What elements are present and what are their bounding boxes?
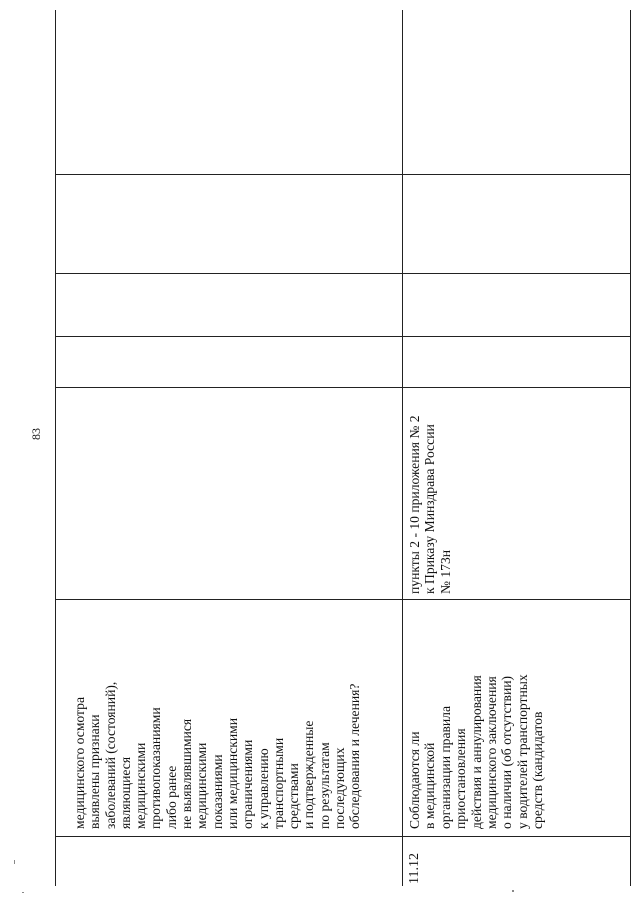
column-divider	[55, 174, 631, 175]
table-border-left	[55, 10, 56, 886]
item-number-label: 11.12	[407, 853, 422, 884]
reference-text	[407, 415, 453, 594]
text-line: по результатам	[316, 742, 332, 829]
text-line: у водителей транспортных	[514, 674, 530, 829]
item-number	[407, 853, 422, 884]
text-line: средств (кандидатов	[530, 711, 546, 829]
scan-speck	[14, 860, 15, 864]
scan-speck	[512, 890, 514, 892]
text-line: транспортными	[270, 737, 286, 829]
column-divider	[55, 273, 631, 274]
question-text-prev	[72, 682, 363, 829]
text-line: являющиеся	[117, 756, 133, 829]
text-line: средствами	[286, 763, 302, 829]
text-line: медицинского заключения	[484, 676, 500, 829]
column-divider	[55, 599, 631, 600]
text-line: заболеваний (состояний),	[102, 681, 118, 829]
column-divider	[55, 336, 631, 337]
text-line: № 173н	[437, 549, 453, 594]
page-number: 83	[29, 428, 43, 440]
text-line: медицинского осмотра	[72, 697, 87, 829]
text-line: пункты 2 - 10 приложения № 2	[407, 415, 422, 594]
text-line: противопоказаниями	[148, 707, 164, 829]
text-line: о наличии (об отсутствии)	[499, 675, 515, 829]
text-line: ограничениями	[240, 739, 256, 829]
column-divider	[55, 387, 631, 388]
column-divider	[55, 836, 631, 837]
text-line: медицинскими	[194, 742, 210, 829]
scan-speck	[22, 892, 24, 893]
text-line: в медицинской	[422, 742, 438, 829]
row-divider	[402, 10, 403, 886]
text-line: или медицинскими	[224, 718, 240, 829]
text-line: и подтвержденные	[301, 720, 317, 829]
text-line: либо ранее	[163, 765, 179, 829]
text-line: выявлены признаки	[87, 714, 103, 829]
text-line: к Приказу Минздрава России	[422, 424, 438, 594]
text-line: не выявлявшимися	[179, 718, 195, 829]
text-line: Соблюдаются ли	[407, 731, 422, 829]
text-line: медицинскими	[133, 742, 149, 829]
table-border-right	[630, 10, 631, 886]
text-line: к управлению	[255, 748, 271, 829]
text-line: показаниями	[209, 754, 225, 829]
question-text	[407, 674, 546, 829]
text-line: организации правила	[437, 706, 453, 829]
text-line: действия и аннулирования	[468, 675, 484, 829]
text-line: последующих	[332, 747, 348, 829]
text-line: приостановления	[453, 728, 469, 829]
text-line: обследования и лечения?	[347, 683, 363, 829]
